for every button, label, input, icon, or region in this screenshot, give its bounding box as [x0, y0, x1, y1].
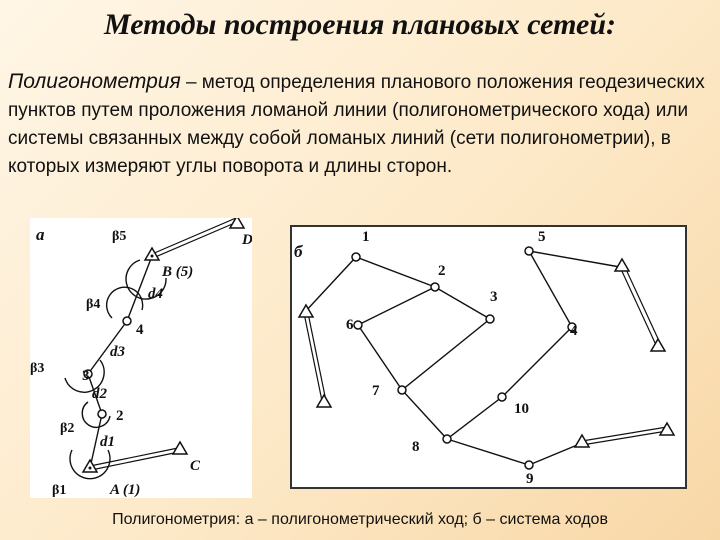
triangle-bottom-right: [660, 423, 674, 435]
triangle-bottom-left: [575, 435, 589, 447]
figure-b-svg: [292, 227, 685, 487]
traverse-line-left: [304, 251, 620, 439]
point-10: [498, 393, 506, 401]
angle-arc-beta4: [107, 287, 143, 318]
reference-line-left-2: [308, 313, 326, 401]
traverse-line-6-7: [358, 325, 402, 390]
traverse-line-8-9: [447, 439, 582, 465]
reference-line-AC-1: [90, 448, 178, 466]
label-point-8: 8: [412, 439, 420, 455]
traverse-line-2-6: [358, 287, 435, 325]
figure-caption: Полигонометрия: а – полигонометрический ход; б – система ходов: [112, 511, 608, 528]
label-point-10: 10: [514, 401, 529, 417]
label-point-2: 2: [116, 408, 124, 424]
triangle-left-top: [299, 305, 313, 317]
reference-line-bottom-1: [582, 427, 667, 441]
definition-text: – метод определения планового положения геодезических пунктов путем проложения ломаной линии (полигонометрического хода) или системы связанных между собой ломаных линий (сети полигонометрии), в которых измеряют углы поворота и длины сторон.: [8, 72, 705, 177]
label-angle-beta4: β4: [86, 297, 101, 312]
label-side-d1: d1: [100, 434, 115, 450]
reference-line-BD-2: [153, 222, 237, 258]
label-point-3: 3: [82, 368, 90, 384]
reference-line-bottom-2: [582, 431, 667, 445]
figure-a-label: а: [36, 225, 45, 244]
figure-b-network: [290, 225, 687, 489]
triangle-left-bottom: [317, 395, 331, 407]
point-9: [525, 461, 533, 469]
reference-line-right-2: [624, 265, 660, 343]
label-point-A: A (1): [110, 482, 141, 498]
label-point-4: 4: [570, 323, 578, 339]
label-side-d4: d4: [148, 286, 163, 302]
definition-term: Полигонометрия: [8, 70, 181, 93]
reference-line-right-1: [620, 267, 656, 345]
point-3: [486, 315, 494, 323]
point-2: [98, 410, 106, 418]
definition-paragraph: [8, 68, 708, 181]
label-point-5: 5: [538, 229, 546, 245]
slide-title: Методы построения плановых сетей:: [103, 8, 617, 41]
label-point-B: B (5): [162, 264, 194, 280]
label-angle-beta2: β2: [60, 421, 75, 436]
point-6: [354, 321, 362, 329]
label-side-d2: d2: [92, 386, 107, 402]
label-point-7: 7: [372, 383, 380, 399]
triangle-B: [145, 248, 159, 260]
reference-line-BD-1: [152, 218, 236, 254]
point-5: [525, 247, 533, 255]
label-point-1: 1: [362, 229, 370, 245]
label-angle-beta5: β5: [112, 229, 127, 244]
triangle-A: [83, 460, 97, 472]
figure-b-label: б: [294, 242, 303, 261]
label-angle-beta3: β3: [30, 361, 45, 376]
label-side-d3: d3: [110, 344, 125, 360]
label-point-2: 2: [438, 263, 446, 279]
point-7: [398, 386, 406, 394]
label-point-6: 6: [346, 317, 354, 333]
triangle-right-top: [615, 259, 629, 271]
figure-a-svg: [30, 218, 252, 498]
point-2: [431, 283, 439, 291]
figure-a-traverse: [30, 218, 252, 498]
label-angle-beta1: β1: [52, 483, 67, 498]
label-point-4: 4: [136, 322, 144, 338]
label-point-C: C: [190, 458, 201, 474]
label-point-D: D: [242, 232, 252, 248]
label-point-9: 9: [526, 471, 534, 487]
reference-line-AC-2: [91, 452, 179, 470]
triangle-right-bottom: [651, 339, 665, 351]
point-1: [352, 253, 360, 261]
label-point-3: 3: [490, 289, 498, 305]
reference-line-left-1: [304, 313, 322, 401]
point-4: [123, 317, 131, 325]
point-8: [443, 435, 451, 443]
